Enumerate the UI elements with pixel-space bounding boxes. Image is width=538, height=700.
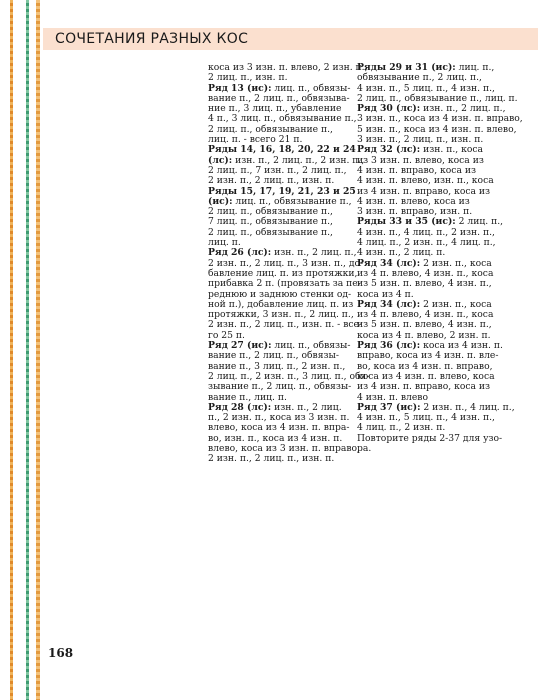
text-line — [357, 444, 497, 454]
row-text: 4 изн. п., 4 лиц. п., 2 изн. п., — [357, 226, 495, 238]
row-text: изн. п., 2 лиц. — [271, 401, 342, 413]
row-label: (ис): — [208, 195, 233, 207]
row-text: 4 лиц. п., 2 изн. п., 4 лиц. п., — [357, 237, 496, 249]
row-text: изн. п., 2 лиц. п., — [420, 103, 506, 115]
row-text: 2 изн. п., 2 лиц. п., изн. п. - все- — [208, 319, 363, 331]
row-text: 2 лиц. п., обвязывание п., — [208, 206, 333, 218]
text-line — [208, 454, 348, 464]
row-text: 4 изн. п., 5 лиц. п., 4 изн. п., — [357, 412, 495, 424]
row-text: из 4 п. влево, 4 изн. п., коса — [357, 309, 494, 321]
row-text: влево, коса из 3 изн. п. вправо, — [208, 442, 360, 454]
row-text: лиц. п. - всего 21 п. — [208, 134, 303, 146]
row-text: 3 изн. п., коса из 4 изн. п. вправо, — [357, 113, 523, 125]
row-text: 7 лиц. п., обвязывание п., — [208, 216, 333, 228]
row-text: ра. — [357, 442, 372, 454]
row-text: ной п.), добавление лиц. п. из — [208, 298, 354, 310]
row-text: 3 изн. п., 2 лиц. п., изн. п. — [357, 134, 484, 146]
row-label: Ряд 34 (лс): — [357, 298, 421, 310]
row-text: вание п., 2 лиц. п., обвязыва- — [208, 92, 350, 104]
row-label: Ряд 27 (ис): — [208, 340, 272, 352]
row-text: 2 лиц. п., обвязывание п., лиц. п. — [357, 92, 518, 104]
row-label: Ряд 28 (лс): — [208, 401, 272, 413]
row-text: коса из 4 п. — [357, 288, 414, 300]
row-text: зывание п., 2 лиц. п., обвязы- — [208, 381, 352, 393]
row-text: 2 лиц. п., изн. п. — [208, 72, 288, 84]
row-label: (лс): — [208, 154, 233, 166]
row-text: изн. п., 2 лиц. п., 2 изн. п., — [232, 154, 365, 166]
row-label: Ряд 34 (лс): — [357, 257, 421, 269]
row-text: Повторите ряды 2-37 для узо- — [357, 432, 503, 444]
row-text: вание п., 2 лиц. п., обвязы- — [208, 350, 339, 362]
row-label: Ряды 29 и 31 (ис): — [357, 62, 456, 73]
row-text: 2 изн. п., 2 лиц. п., изн. п. — [208, 175, 335, 187]
row-text: из 4 п. влево, 4 изн. п., коса — [357, 267, 494, 279]
row-text: 2 изн. п., коса — [420, 298, 492, 310]
row-text: из 3 изн. п. влево, коса из — [357, 154, 484, 166]
row-label: Ряд 32 (лс): — [357, 144, 421, 156]
row-text: лиц. п., — [455, 62, 495, 73]
row-text: ние п., 3 лиц. п., убавление — [208, 103, 342, 115]
text-line — [357, 432, 503, 444]
row-text: 2 изн. п., 2 лиц. п., изн. п. — [208, 453, 335, 465]
row-text: из 4 изн. п. вправо, коса из — [357, 185, 491, 197]
section-title: СОЧЕТАНИЯ РАЗНЫХ КОС — [55, 31, 249, 47]
row-text: 4 лиц. п., 2 изн. п. — [357, 422, 446, 434]
row-label: Ряды 15, 17, 19, 21, 23 и 25 — [208, 185, 356, 197]
row-text: коса из 3 изн. п. влево, 2 изн. п., — [208, 62, 368, 73]
row-text: прибавка 2 п. (провязать за пе- — [208, 278, 361, 290]
row-text: вправо, коса из 4 изн. п. вле- — [357, 350, 499, 362]
row-text: изн. п., 2 лиц. п., — [271, 247, 357, 259]
row-text: 4 изн. п., 2 лиц. п. — [357, 247, 446, 259]
row-text: 4 п., 3 лиц. п., обвязывание п., — [208, 113, 357, 125]
row-text: бавление лиц. п. из протяжки, — [208, 267, 358, 279]
row-text: 4 изн. п. влево — [357, 391, 428, 403]
row-text: из 4 изн. п. вправо, коса из — [357, 381, 491, 393]
row-text: коса из 4 изн. п. — [420, 340, 503, 352]
row-text: 2 изн. п., коса — [420, 257, 492, 269]
row-text: во, изн. п., коса из 4 изн. п. — [208, 432, 343, 444]
left-text-column — [208, 62, 370, 465]
row-text: 2 лиц. п., — [455, 216, 504, 228]
row-label: Ряд 26 (лс): — [208, 247, 272, 259]
right-text-column — [357, 62, 523, 454]
row-text: во, коса из 4 изн. п. вправо, — [357, 360, 493, 372]
page-number: 168 — [48, 646, 74, 660]
row-text: лиц. п., обвязы- — [271, 340, 351, 352]
row-text: 5 изн. п., коса из 4 изн. п. влево, — [357, 123, 517, 135]
row-text: 4 изн. п. влево, коса из — [357, 195, 470, 207]
row-text: протяжки, 3 изн. п., 2 лиц. п., — [208, 309, 354, 321]
row-text: 4 изн. п. влево, изн. п., коса — [357, 175, 494, 187]
row-label: Ряды 33 и 35 (ис): — [357, 216, 456, 228]
row-text: 2 лиц. п., 2 изн. п., 3 лиц. п., обя- — [208, 370, 370, 382]
decorative-cord-green — [26, 0, 29, 700]
row-text: п., 2 изн. п., коса из 3 изн. п. — [208, 412, 350, 424]
row-label: Ряд 30 (лс): — [357, 103, 421, 115]
row-label: Ряд 13 (ис): — [208, 82, 272, 94]
decorative-cord-orange — [10, 0, 13, 700]
row-text: реднюю и заднюю стенки од- — [208, 288, 352, 300]
row-text: вание п., 3 лиц. п., 2 изн. п., — [208, 360, 346, 372]
row-text: 2 лиц. п., 7 изн. п., 2 лиц. п., — [208, 164, 347, 176]
row-text: 3 изн. п. вправо, изн. п. — [357, 206, 473, 218]
row-text: коса из 4 изн. п. влево, коса — [357, 370, 495, 382]
decorative-cord-yellow — [36, 0, 40, 700]
row-text: лиц. п., обвязывание п., — [232, 195, 352, 207]
row-text: лиц. п., обвязы- — [271, 82, 351, 94]
row-text: влево, коса из 4 изн. п. впра- — [208, 422, 350, 434]
row-text: обвязывание п., 2 лиц. п., — [357, 72, 482, 84]
row-text: 4 изн. п., 5 лиц. п., 4 изн. п., — [357, 82, 495, 94]
row-text: из 5 изн. п. влево, 4 изн. п., — [357, 278, 492, 290]
row-text: 2 изн. п., 2 лиц. п., 3 изн. п., до- — [208, 257, 364, 269]
row-label: Ряд 36 (лс): — [357, 340, 421, 352]
row-text: го 25 п. — [208, 329, 245, 341]
row-text: 2 лиц. п., обвязывание п., — [208, 123, 333, 135]
row-label: Ряд 37 (ис): — [357, 401, 421, 413]
row-label: Ряды 14, 16, 18, 20, 22 и 24 — [208, 144, 356, 156]
row-text: 4 изн. п. вправо, коса из — [357, 164, 476, 176]
row-text: 2 изн. п., 4 лиц. п., — [420, 401, 515, 413]
row-text: изн. п., коса — [420, 144, 483, 156]
row-text: 2 лиц. п., обвязывание п., — [208, 226, 333, 238]
row-text: лиц. п. — [208, 237, 241, 249]
row-text: коса из 4 п. влево, 2 изн. п. — [357, 329, 491, 341]
row-text: вание п., лиц. п. — [208, 391, 287, 403]
row-text: из 5 изн. п. влево, 4 изн. п., — [357, 319, 492, 331]
